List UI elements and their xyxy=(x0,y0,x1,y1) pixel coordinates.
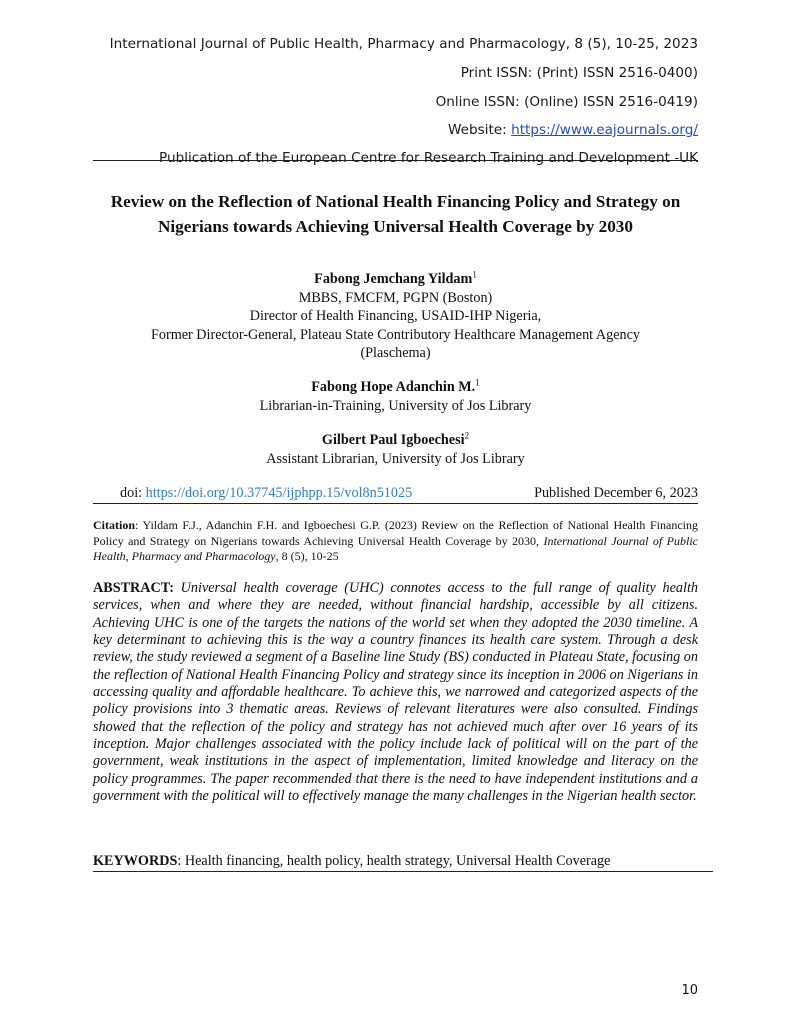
publisher-line: Publication of the European Centre for Research Training and Development -UK xyxy=(159,150,698,166)
author-detail: MBBS, FMCFM, PGPN (Boston) xyxy=(298,289,493,306)
doi-rule xyxy=(93,503,698,504)
keywords-rule xyxy=(93,871,713,872)
doi-row xyxy=(120,484,698,502)
author-affiliation-sup: 1 xyxy=(475,377,480,388)
keywords-label: KEYWORDS xyxy=(93,853,178,869)
title-line-1: Review on the Reflection of National Health Financing Policy and Strategy on xyxy=(110,192,681,211)
author-name: Fabong Jemchang Yildam xyxy=(314,271,473,287)
abstract xyxy=(93,580,698,805)
author-name: Fabong Hope Adanchin M. xyxy=(311,379,476,395)
citation-label: Citation xyxy=(93,518,135,532)
citation-text: : Yildam F.J., Adanchin F.H. and Igboechesi G.P. (2023) Review on the Reflection of National Health Financing Policy and Strategy on Nigerians towards Achieving Universal Health Coverage by 2030, xyxy=(93,518,698,548)
citation-tail: , 8 (5), 10-25 xyxy=(275,549,339,564)
keywords xyxy=(93,852,698,870)
author-detail: Assistant Librarian, University of Jos Library xyxy=(266,450,525,467)
doi-link[interactable]: https://doi.org/10.37745/ijphpp.15/vol8n51025 xyxy=(145,485,413,501)
author-affiliation-sup: 2 xyxy=(464,430,470,441)
author-detail: Director of Health Financing, USAID-IHP Nigeria, xyxy=(249,308,542,324)
author-block-2 xyxy=(93,378,698,415)
author-block-1 xyxy=(93,270,698,363)
abstract-text: Universal health coverage (UHC) connotes access to the full range of quality health services, when and where they are needed, without financial hardship, accessible by all citizens. Achieving UHC is one of the targets the nations of the world set when they adopted the 2030 timeline. A key determinant to achieving this is the way a country finances its health care system. Through a desk review, the study reviewed a segment of a Baseline line Study (BS) conducted in Plateau State, focusing on the reflection of National Health Financing Policy and strategy since its inception in 2006 on Nigerians in accessing quality and affordable healthcare. To achieve this, we narrowed and categorized aspects of the policy provisions into 3 thematic areas. Reviews of relevant literatures were also consulted. Findings showed that the reflection of the policy and strategy has not achieved much after over 16 years of its inception. Major challenges associated with the policy include lack of political will on the part of the government, weak institutions in the aspect of implementation, limited knowledge and literacy on the policy programmes. The paper recommended that there is the need to have independent institutions and a government with the political will to effectively manage the many challenges in the Nigerian health sector. xyxy=(93,580,698,805)
author-name: Gilbert Paul Igboechesi xyxy=(321,432,465,448)
paper-title xyxy=(80,189,711,239)
page-number: 10 xyxy=(681,983,698,998)
print-issn: Print ISSN: (Print) ISSN 2516-0400) xyxy=(460,65,698,81)
author-affiliation-sup: 1 xyxy=(472,269,477,280)
online-issn: Online ISSN: (Online) ISSN 2516-0419) xyxy=(435,94,698,110)
website-label: Website: xyxy=(447,122,512,138)
author-detail: Former Director-General, Plateau State Contributory Healthcare Management Agency xyxy=(150,326,640,343)
website-line xyxy=(448,122,698,138)
author-block-3 xyxy=(93,431,698,468)
doi-label: doi: xyxy=(120,485,146,501)
citation xyxy=(93,518,698,565)
published-date: Published December 6, 2023 xyxy=(534,485,698,501)
journal-line: International Journal of Public Health, Pharmacy and Pharmacology, 8 (5), 10-25, 2023 xyxy=(109,36,698,52)
website-link[interactable]: https://www.eajournals.org/ xyxy=(511,122,698,138)
author-detail: (Plaschema) xyxy=(360,345,431,361)
keywords-text: : Health financing, health policy, health strategy, Universal Health Coverage xyxy=(177,853,611,869)
author-detail: Librarian-in-Training, University of Jos Library xyxy=(259,397,532,414)
title-line-2: Nigerians towards Achieving Universal Health Coverage by 2030 xyxy=(157,217,633,236)
abstract-label: ABSTRACT: xyxy=(93,580,174,596)
citation-journal: International Journal of Public Health, Pharmacy and Pharmacology xyxy=(93,533,698,564)
